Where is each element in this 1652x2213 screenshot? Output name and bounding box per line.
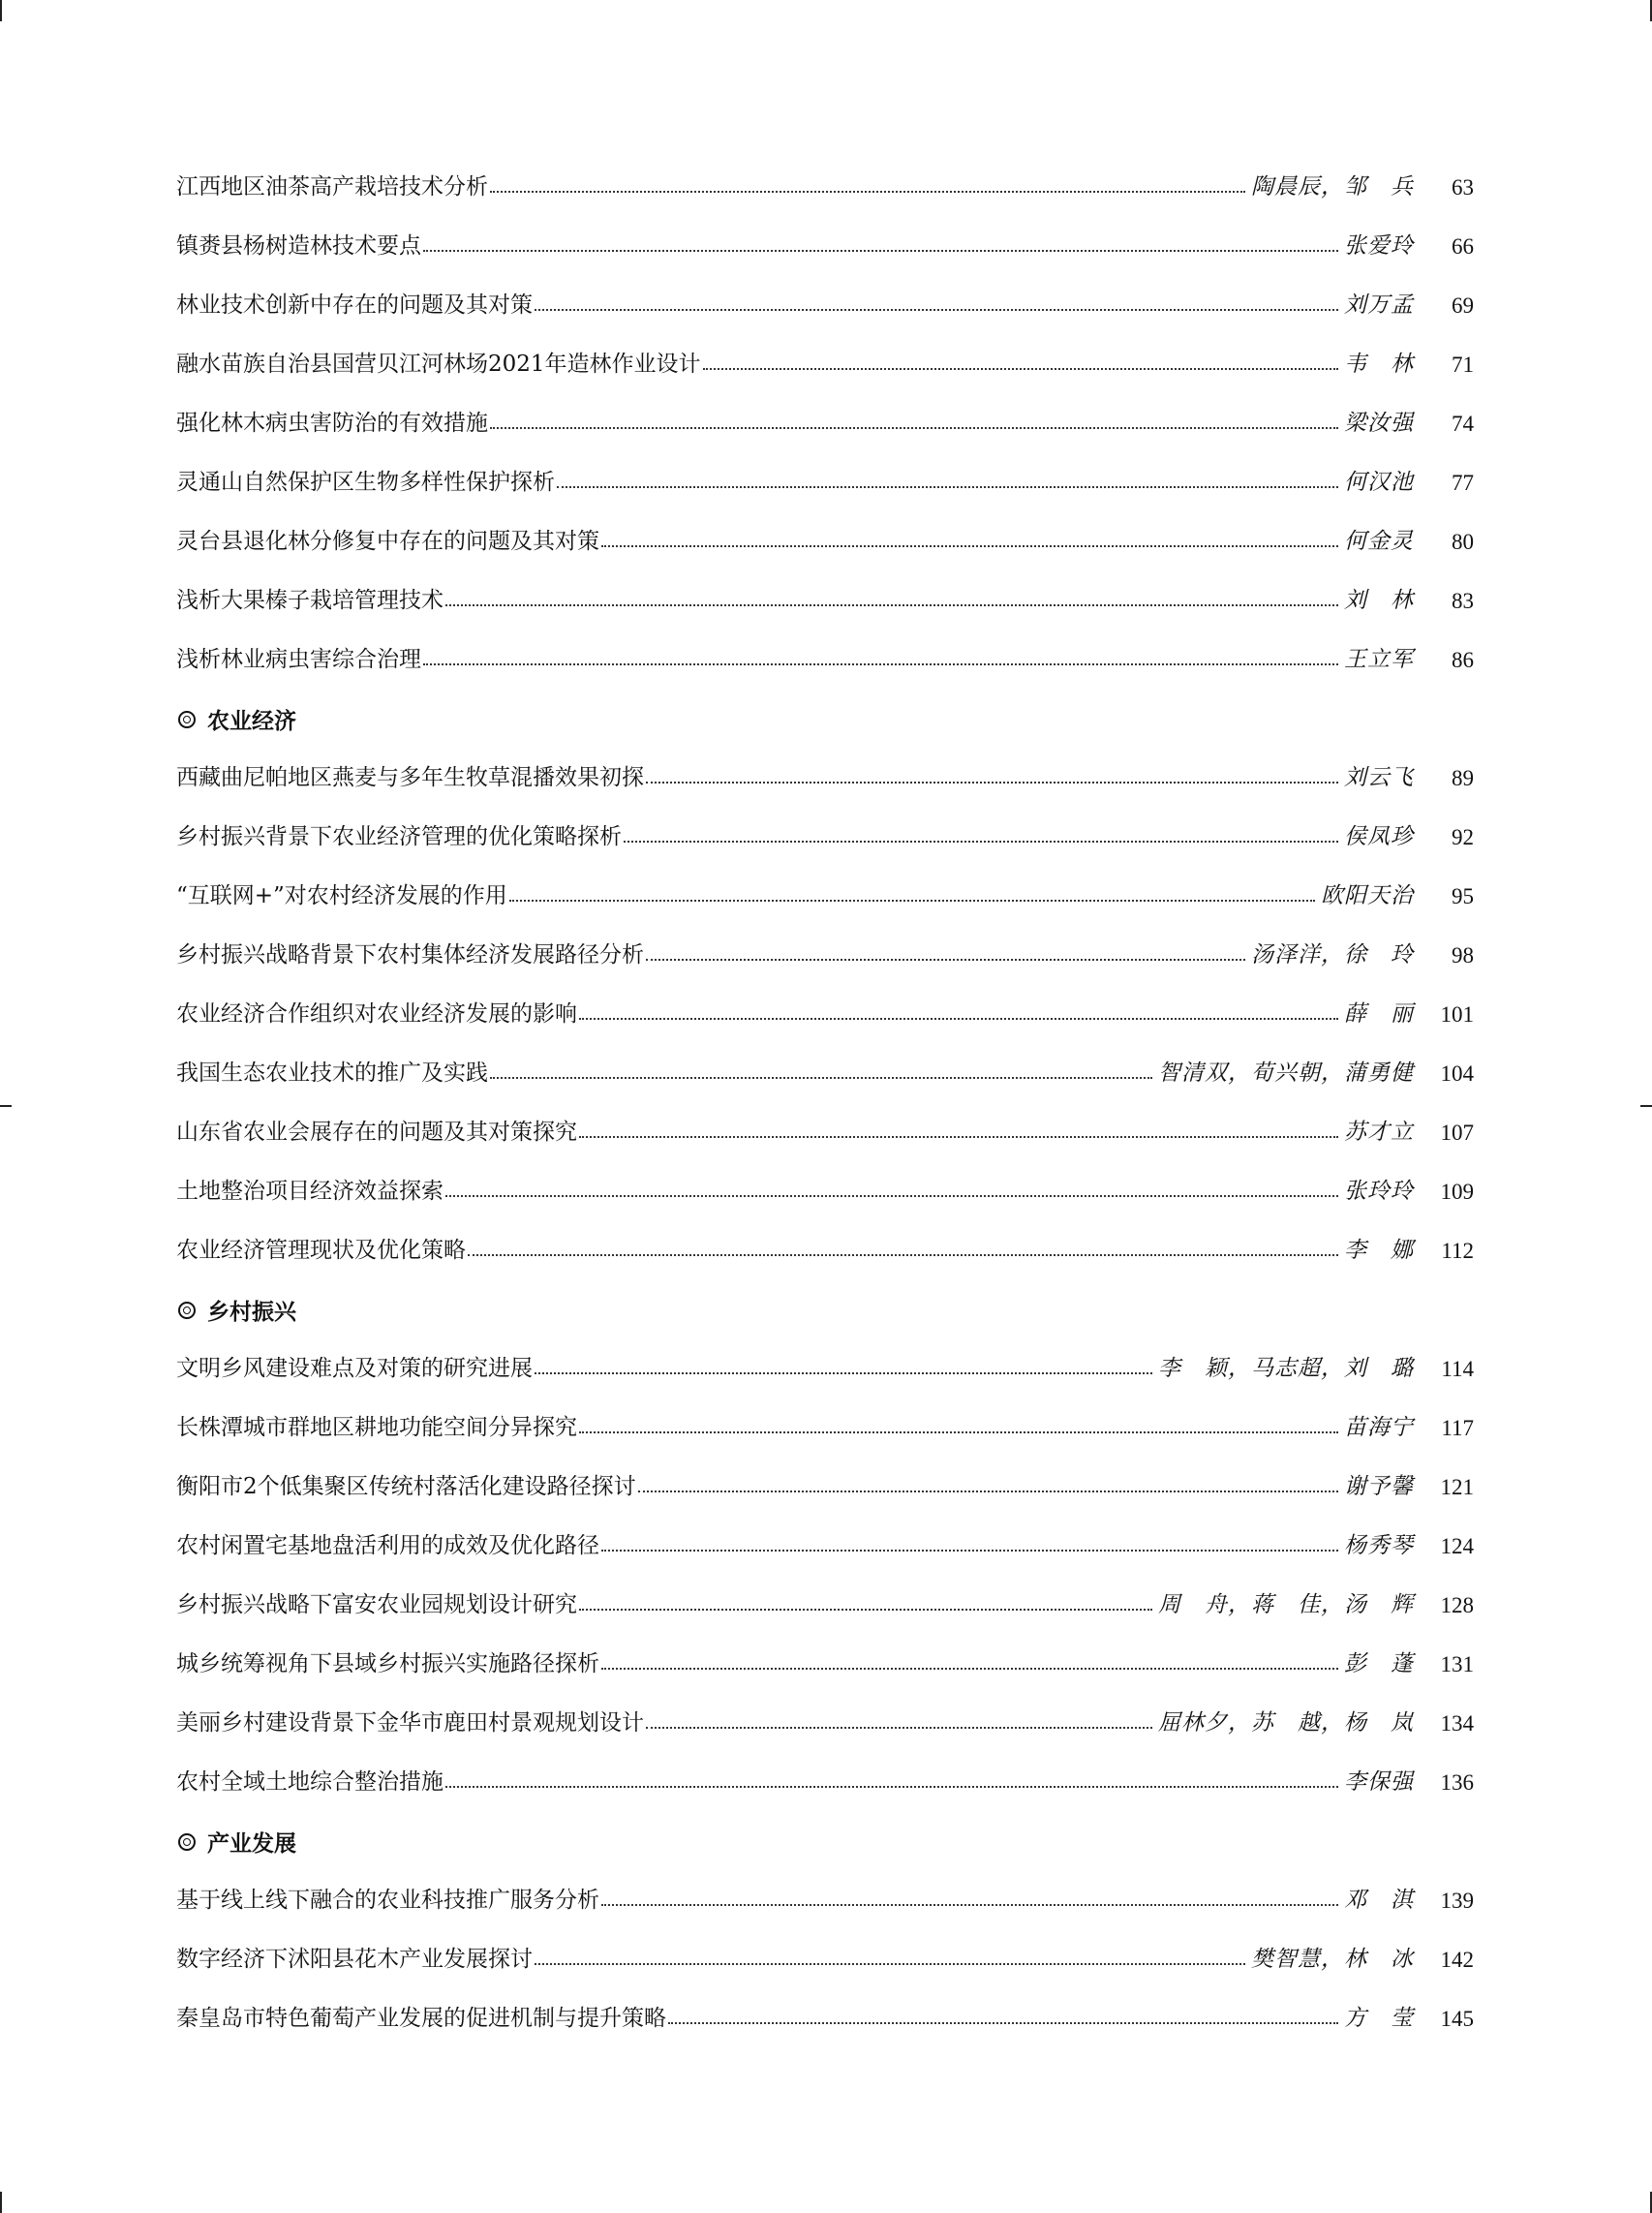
dot-leader bbox=[557, 486, 1338, 488]
entry-title: 镇赉县杨树造林技术要点 bbox=[176, 233, 421, 259]
toc-entry[interactable] bbox=[176, 571, 1474, 630]
toc-entry[interactable] bbox=[176, 749, 1474, 808]
crop-mark-top-left bbox=[0, 0, 2, 21]
entry-page-number: 114 bbox=[1441, 1357, 1474, 1381]
entry-title: 文明乡风建设难点及对策的研究进展 bbox=[176, 1356, 533, 1381]
entry-page-number: 145 bbox=[1440, 2007, 1474, 2031]
dot-leader bbox=[490, 191, 1245, 193]
toc-entry[interactable] bbox=[176, 1930, 1474, 1989]
dot-leader bbox=[490, 427, 1338, 429]
entry-title: 西藏曲尼帕地区燕麦与多年生牧草混播效果初探 bbox=[176, 765, 644, 790]
entry-authors: 周 舟，蒋 佳，汤 辉 bbox=[1158, 1592, 1414, 1617]
entry-authors: 何汉池 bbox=[1344, 470, 1414, 495]
dot-leader bbox=[509, 900, 1315, 902]
dot-leader bbox=[423, 250, 1338, 252]
toc-entry[interactable] bbox=[176, 926, 1474, 985]
dot-leader bbox=[579, 1431, 1338, 1433]
entry-authors: 汤泽洋，徐 玲 bbox=[1251, 942, 1414, 968]
entry-title: 强化林木病虫害防治的有效措施 bbox=[176, 411, 488, 436]
toc-entry[interactable] bbox=[176, 217, 1474, 276]
toc-entry[interactable] bbox=[176, 1576, 1474, 1635]
entry-title: 乡村振兴战略背景下农村集体经济发展路径分析 bbox=[176, 942, 644, 968]
dot-leader bbox=[668, 2022, 1338, 2024]
entry-page-number: 95 bbox=[1452, 884, 1474, 908]
entry-page-number: 66 bbox=[1452, 234, 1474, 259]
entry-title: 长株潭城市群地区耕地功能空间分异探究 bbox=[176, 1415, 577, 1440]
entry-title: 农村闲置宅基地盘活利用的成效及优化路径 bbox=[176, 1533, 599, 1558]
section-heading-rural-revitalization bbox=[176, 1280, 1474, 1339]
section-label: 产业发展 bbox=[207, 1831, 296, 1857]
dot-leader bbox=[445, 1786, 1338, 1788]
entry-title: 衡阳市2个低集聚区传统村落活化建设路径探讨 bbox=[176, 1474, 636, 1499]
entry-page-number: 74 bbox=[1452, 412, 1474, 436]
entry-authors: 欧阳天治 bbox=[1321, 883, 1414, 908]
dot-leader bbox=[579, 1018, 1338, 1020]
dot-leader bbox=[601, 545, 1338, 547]
entry-page-number: 92 bbox=[1452, 825, 1474, 849]
entry-title: 农业经济合作组织对农业经济发展的影响 bbox=[176, 1001, 577, 1027]
crop-mark-right-mid bbox=[1640, 1105, 1652, 1107]
toc-entry[interactable] bbox=[176, 1398, 1474, 1458]
entry-authors: 张玲玲 bbox=[1344, 1179, 1414, 1204]
dot-leader bbox=[468, 1254, 1338, 1256]
dot-leader bbox=[490, 1077, 1152, 1079]
dot-leader bbox=[579, 1609, 1152, 1611]
toc-entry[interactable] bbox=[176, 630, 1474, 690]
entry-title: 城乡统筹视角下县域乡村振兴实施路径探析 bbox=[176, 1651, 599, 1676]
entry-title: 美丽乡村建设背景下金华市鹿田村景观规划设计 bbox=[176, 1710, 644, 1736]
entry-title: 我国生态农业技术的推广及实践 bbox=[176, 1060, 488, 1086]
entry-page-number: 109 bbox=[1440, 1180, 1474, 1204]
toc-entry[interactable] bbox=[176, 867, 1474, 926]
entry-authors: 屈林夕，苏 越，杨 岚 bbox=[1158, 1710, 1414, 1736]
entry-page-number: 112 bbox=[1441, 1239, 1474, 1263]
entry-authors: 彭 蓬 bbox=[1344, 1651, 1414, 1676]
double-circle-icon bbox=[178, 711, 196, 728]
crop-mark-left-mid bbox=[0, 1105, 12, 1107]
entry-authors: 陶晨辰，邹 兵 bbox=[1251, 174, 1414, 200]
toc-entry[interactable] bbox=[176, 1871, 1474, 1930]
entry-title: 浅析林业病虫害综合治理 bbox=[176, 647, 421, 672]
entry-title: 浅析大果榛子栽培管理技术 bbox=[176, 588, 444, 613]
dot-leader bbox=[646, 1727, 1152, 1729]
toc-entry[interactable] bbox=[176, 1339, 1474, 1398]
entry-authors: 韦 林 bbox=[1344, 352, 1414, 377]
entry-page-number: 89 bbox=[1452, 766, 1474, 790]
toc-entry[interactable] bbox=[176, 276, 1474, 335]
double-circle-icon bbox=[178, 1833, 196, 1851]
dot-leader bbox=[423, 663, 1338, 665]
entry-title: 融水苗族自治县国营贝江河林场2021年造林作业设计 bbox=[176, 352, 701, 377]
entry-page-number: 83 bbox=[1452, 589, 1474, 613]
section-heading-agri-economy bbox=[176, 690, 1474, 749]
toc-entry[interactable] bbox=[176, 1635, 1474, 1694]
dot-leader bbox=[445, 604, 1338, 606]
entry-page-number: 136 bbox=[1440, 1770, 1474, 1795]
double-circle-icon bbox=[178, 1302, 196, 1319]
entry-authors: 苏才立 bbox=[1344, 1120, 1414, 1145]
toc-entry[interactable] bbox=[176, 1458, 1474, 1517]
toc-entry[interactable] bbox=[176, 985, 1474, 1044]
dot-leader bbox=[646, 959, 1245, 961]
dot-leader bbox=[535, 309, 1338, 311]
entry-title: 农业经济管理现状及优化策略 bbox=[176, 1238, 466, 1263]
entry-authors: 方 莹 bbox=[1344, 2006, 1414, 2031]
dot-leader bbox=[646, 782, 1338, 784]
toc-entry[interactable] bbox=[176, 1694, 1474, 1753]
entry-page-number: 63 bbox=[1452, 175, 1474, 200]
section-label: 乡村振兴 bbox=[207, 1300, 296, 1325]
entry-authors: 侯凤珍 bbox=[1344, 824, 1414, 849]
dot-leader bbox=[579, 1136, 1338, 1138]
entry-authors: 何金灵 bbox=[1344, 529, 1414, 554]
dot-leader bbox=[638, 1491, 1338, 1492]
entry-authors: 薛 丽 bbox=[1344, 1001, 1414, 1027]
entry-title: 江西地区油茶高产栽培技术分析 bbox=[176, 174, 488, 200]
dot-leader bbox=[601, 1550, 1338, 1552]
entry-page-number: 71 bbox=[1452, 353, 1474, 377]
section-heading-industry-development bbox=[176, 1812, 1474, 1871]
dot-leader bbox=[535, 1963, 1245, 1965]
entry-authors: 李 娜 bbox=[1344, 1238, 1414, 1263]
toc-entry[interactable] bbox=[176, 1162, 1474, 1221]
entry-page-number: 124 bbox=[1440, 1534, 1474, 1558]
dot-leader bbox=[601, 1668, 1338, 1670]
entry-authors: 樊智慧，林 冰 bbox=[1251, 1947, 1414, 1972]
dot-leader bbox=[535, 1372, 1152, 1374]
crop-mark-bottom-left bbox=[0, 2192, 2, 2213]
toc-entry[interactable] bbox=[176, 1753, 1474, 1812]
toc-group-rural-revitalization bbox=[176, 1339, 1474, 1812]
table-of-contents bbox=[176, 158, 1474, 2048]
entry-page-number: 77 bbox=[1452, 471, 1474, 495]
toc-entry[interactable] bbox=[176, 1989, 1474, 2048]
entry-authors: 刘云飞 bbox=[1344, 765, 1414, 790]
entry-title: 灵台县退化林分修复中存在的问题及其对策 bbox=[176, 529, 599, 554]
toc-entry[interactable] bbox=[176, 808, 1474, 867]
toc-entry[interactable] bbox=[176, 394, 1474, 453]
entry-title: 秦皇岛市特色葡萄产业发展的促进机制与提升策略 bbox=[176, 2006, 666, 2031]
entry-authors: 刘 林 bbox=[1344, 588, 1414, 613]
toc-entry[interactable] bbox=[176, 512, 1474, 571]
toc-entry[interactable] bbox=[176, 335, 1474, 394]
dot-leader bbox=[601, 1904, 1338, 1906]
entry-title: 数字经济下沭阳县花木产业发展探讨 bbox=[176, 1947, 533, 1972]
entry-authors: 梁汝强 bbox=[1344, 411, 1414, 436]
entry-page-number: 98 bbox=[1452, 943, 1474, 968]
entry-title: 灵通山自然保护区生物多样性保护探析 bbox=[176, 470, 555, 495]
entry-page-number: 121 bbox=[1440, 1475, 1474, 1499]
toc-entry[interactable] bbox=[176, 453, 1474, 512]
entry-page-number: 86 bbox=[1452, 648, 1474, 672]
entry-authors: 王立军 bbox=[1344, 647, 1414, 672]
entry-page-number: 107 bbox=[1440, 1121, 1474, 1145]
entry-title: 山东省农业会展存在的问题及其对策探究 bbox=[176, 1120, 577, 1145]
toc-group-agri-economy bbox=[176, 749, 1474, 1280]
entry-page-number: 142 bbox=[1440, 1948, 1474, 1972]
entry-page-number: 134 bbox=[1440, 1711, 1474, 1736]
entry-title: 基于线上线下融合的农业科技推广服务分析 bbox=[176, 1888, 599, 1913]
toc-entry[interactable] bbox=[176, 1044, 1474, 1103]
entry-page-number: 104 bbox=[1440, 1061, 1474, 1086]
dot-leader bbox=[703, 368, 1338, 370]
entry-page-number: 139 bbox=[1440, 1889, 1474, 1913]
toc-entry[interactable] bbox=[176, 1221, 1474, 1280]
entry-title: 乡村振兴战略下富安农业园规划设计研究 bbox=[176, 1592, 577, 1617]
toc-entry[interactable] bbox=[176, 158, 1474, 217]
entry-authors: 谢予馨 bbox=[1344, 1474, 1414, 1499]
entry-title: 乡村振兴背景下农业经济管理的优化策略探析 bbox=[176, 824, 622, 849]
entry-page-number: 128 bbox=[1440, 1593, 1474, 1617]
entry-authors: 智清双，荀兴朝，蒲勇健 bbox=[1158, 1060, 1414, 1086]
entry-authors: 杨秀琴 bbox=[1344, 1533, 1414, 1558]
entry-authors: 张爱玲 bbox=[1344, 233, 1414, 259]
dot-leader bbox=[445, 1195, 1338, 1197]
entry-page-number: 101 bbox=[1440, 1002, 1474, 1027]
section-label: 农业经济 bbox=[207, 709, 296, 734]
entry-page-number: 69 bbox=[1452, 293, 1474, 318]
entry-title: 林业技术创新中存在的问题及其对策 bbox=[176, 292, 533, 318]
entry-page-number: 117 bbox=[1441, 1416, 1474, 1440]
entry-title: 土地整治项目经济效益探索 bbox=[176, 1179, 444, 1204]
entry-authors: 苗海宁 bbox=[1344, 1415, 1414, 1440]
entry-authors: 刘万孟 bbox=[1344, 292, 1414, 318]
dot-leader bbox=[624, 841, 1338, 843]
entry-authors: 李保强 bbox=[1344, 1769, 1414, 1795]
entry-authors: 邓 淇 bbox=[1344, 1888, 1414, 1913]
entry-page-number: 80 bbox=[1452, 530, 1474, 554]
toc-group-industry-development bbox=[176, 1871, 1474, 2048]
toc-entry[interactable] bbox=[176, 1517, 1474, 1576]
toc-group-forestry bbox=[176, 158, 1474, 690]
toc-entry[interactable] bbox=[176, 1103, 1474, 1162]
entry-title: 农村全域土地综合整治措施 bbox=[176, 1769, 444, 1795]
entry-authors: 李 颖，马志超，刘 璐 bbox=[1158, 1356, 1414, 1381]
entry-title: “互联网+”对农村经济发展的作用 bbox=[176, 883, 507, 908]
entry-page-number: 131 bbox=[1440, 1652, 1474, 1676]
